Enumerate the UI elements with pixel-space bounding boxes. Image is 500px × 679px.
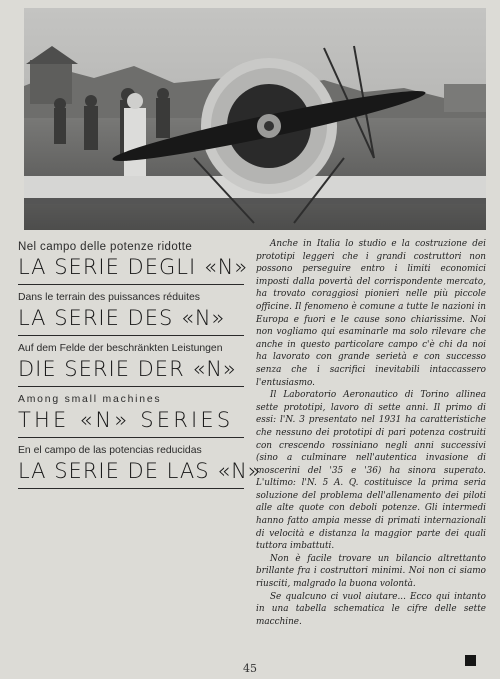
page-number: 45 — [243, 662, 257, 675]
heading-block-english — [18, 393, 244, 438]
heading-title: LA SERIE DEGLI «N» — [18, 255, 249, 279]
body-paragraph: Non è facile trovare un bilancio altrettanto brillante fra i costruttori minimi. Noi non ci siamo riusciti, malgrado la buona volontà. — [256, 553, 486, 590]
heading-block-italian — [18, 240, 249, 285]
heading-title: DIE SERIE DER «N» — [18, 357, 237, 381]
article-body — [256, 238, 486, 628]
body-paragraph: Anche in Italia lo studio e la costruzione dei prototipi leggeri che i grandi costruttori non possono perseguire entro i limiti economici imposti dalla povertà del corrispondente mercato, ha trovato coraggiosi pionieri nelle più piccole officine. Il fenomeno è comune a tutte le nazioni in Europa e fuori e le cause sono chiarissime. Noi non vogliamo qui esaminarle ma solo rilevare che anche in questo particolare campo c'è chi da noi ha lavorato con grande serietà e con successo senza che i sacrifici inevitabili intaccassero l'entusiasmo. — [256, 239, 486, 388]
airplane-photo — [24, 8, 486, 230]
heading-subtitle: Among small machines — [18, 394, 162, 405]
heading-block-german — [18, 342, 244, 387]
heading-subtitle: Nel campo delle potenze ridotte — [18, 241, 193, 253]
heading-subtitle: Dans le terrain des puissances réduites — [18, 292, 200, 303]
heading-title: THE «N» SERIES — [18, 408, 234, 432]
heading-block-french — [18, 291, 244, 336]
heading-title: LA SERIE DES «N» — [18, 306, 226, 330]
heading-column — [18, 236, 262, 495]
heading-block-spanish — [18, 444, 262, 489]
body-paragraph: Se qualcuno ci vuol aiutare... Ecco qui intanto in una tabella schematica le cifre delle sette macchine. — [256, 591, 486, 627]
heading-subtitle: En el campo de las potencias reducidas — [18, 445, 202, 456]
heading-title: LA SERIE DE LAS «N» — [18, 459, 262, 483]
heading-subtitle: Auf dem Felde der beschränkten Leistungen — [18, 343, 223, 354]
body-paragraph: Il Laboratorio Aeronautico di Torino allinea sette prototipi, lavoro di sette anni. Il primo di essi: l'N. 3 presentato nel 1931 ha caratteristiche che nessuno dei prototipi di pari potenza costruiti con crescendo rossiniano negli anni successivi (sino a culminare nell'autentica invasione di moscerini del '35 e '36) ha sinora superato. L'ultimo: l'N. 5 A. Q. costituisce la prima seria soluzione del problema dell'allenamento dei piloti alle alte quote con deboli potenze. Gli intermedi hanno fatto ampia messe di primati internazionali di velocità e distanza la maggior parte dei quali tuttora imbattuti. — [256, 390, 486, 552]
